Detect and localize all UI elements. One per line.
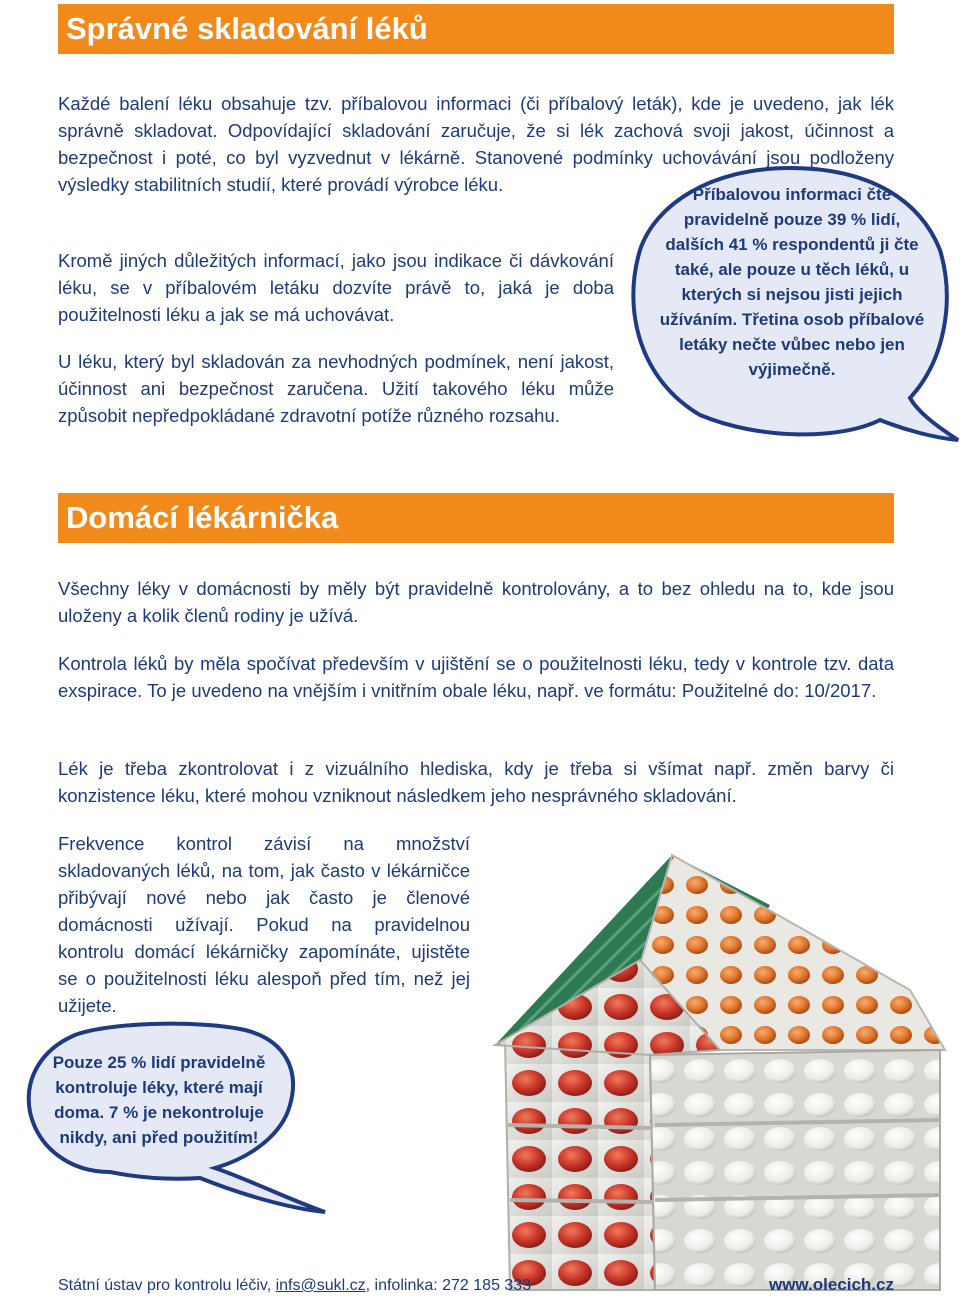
footer-contact	[58, 1277, 531, 1295]
footer-email-link[interactable]: infs@sukl.cz	[275, 1277, 366, 1294]
footer-org: Státní ústav pro kontrolu léčiv,	[58, 1277, 276, 1294]
home-paragraph-1: Všechny léky v domácnosti by měly být pravidelně kontrolovány, a to bez ohledu na to, kde jsou uloženy a kolik členů rodiny je užívá.	[58, 578, 894, 626]
wall-right	[650, 1050, 940, 1290]
storage-paragraph-1-text: Každé balení léku obsahuje tzv. příbalovou informaci (či příbalový leták), kde je uvedeno, jak lék správně skladovat. Odpovídající skladování zaručuje, že si lék zachová svoji jakost, účinnost a bezpečnost i poté, co byl vyzvednut v lékárně. Stanovené podmínky uchovávání jsou podloženy výsledky stabilitních studií, které provádí výrobce léku.	[58, 93, 894, 195]
section-heading-storage: Správné skladování léků	[58, 4, 894, 54]
speech-bubble-2-text: Pouze 25 % lidí pravidelně kontroluje léky, které mají doma. 7 % je nekontroluje nikdy, ani před použitím!	[52, 1053, 266, 1147]
speech-bubble-1-text: Příbalovou informaci čte pravidelně pouze 39 % lidí, dalších 41 % respondentů ji čte také, ale pouze u těch léků, u kterých si nejsou jisti jejich užíváním. Třetina osob příbalové letáky nečte vůbec nebo jen výjimečně.	[659, 185, 925, 379]
footer-phone: , infolinka: 272 185 333	[365, 1277, 532, 1294]
home-paragraph-3: Lék je třeba zkontrolovat i z vizuálního hlediska, kdy je třeba si všímat např. změn barvy či konzistence léku, které mohou vzniknout následkem jeho nesprávného skladování.	[58, 758, 894, 806]
storage-paragraph-2: Kromě jiných důležitých informací, jako jsou indikace či dávkování léku, se v příbalovém letáku dozvíte právě to, jaká je doba použitelnosti léku a jak se má uchovávat.	[58, 250, 614, 325]
home-paragraph-4: Frekvence kontrol závisí na množství skladovaných léků, na tom, jak často v lékárničce přibývají nové nebo jak často je členové domácnosti užívají. Pokud na pravidelnou kontrolu domácí lékárničky zapomínáte, ujistěte se o použitelnosti léku alespoň před tím, než jej užijete.	[58, 833, 470, 1016]
home-paragraph-2: Kontrola léků by měla spočívat především v ujištění se o použitelnosti léku, tedy v kontrole tzv. data exspirace. To je uvedeno na vnějším i vnitřním obale léku, např. ve formátu: Použitelné do: 10/2017.	[58, 653, 894, 701]
footer-website-link[interactable]: www.olecich.cz	[768, 1275, 894, 1294]
wall-left	[505, 1040, 655, 1290]
storage-paragraph-3: U léku, který byl skladován za nevhodných podmínek, není jakost, účinnost ani bezpečnost zaručena. Užití takového léku může způsobit nepředpokládané zdravotní potíže různého rozsahu.	[58, 351, 614, 426]
section-heading-home-pharmacy: Domácí lékárnička	[58, 493, 894, 543]
